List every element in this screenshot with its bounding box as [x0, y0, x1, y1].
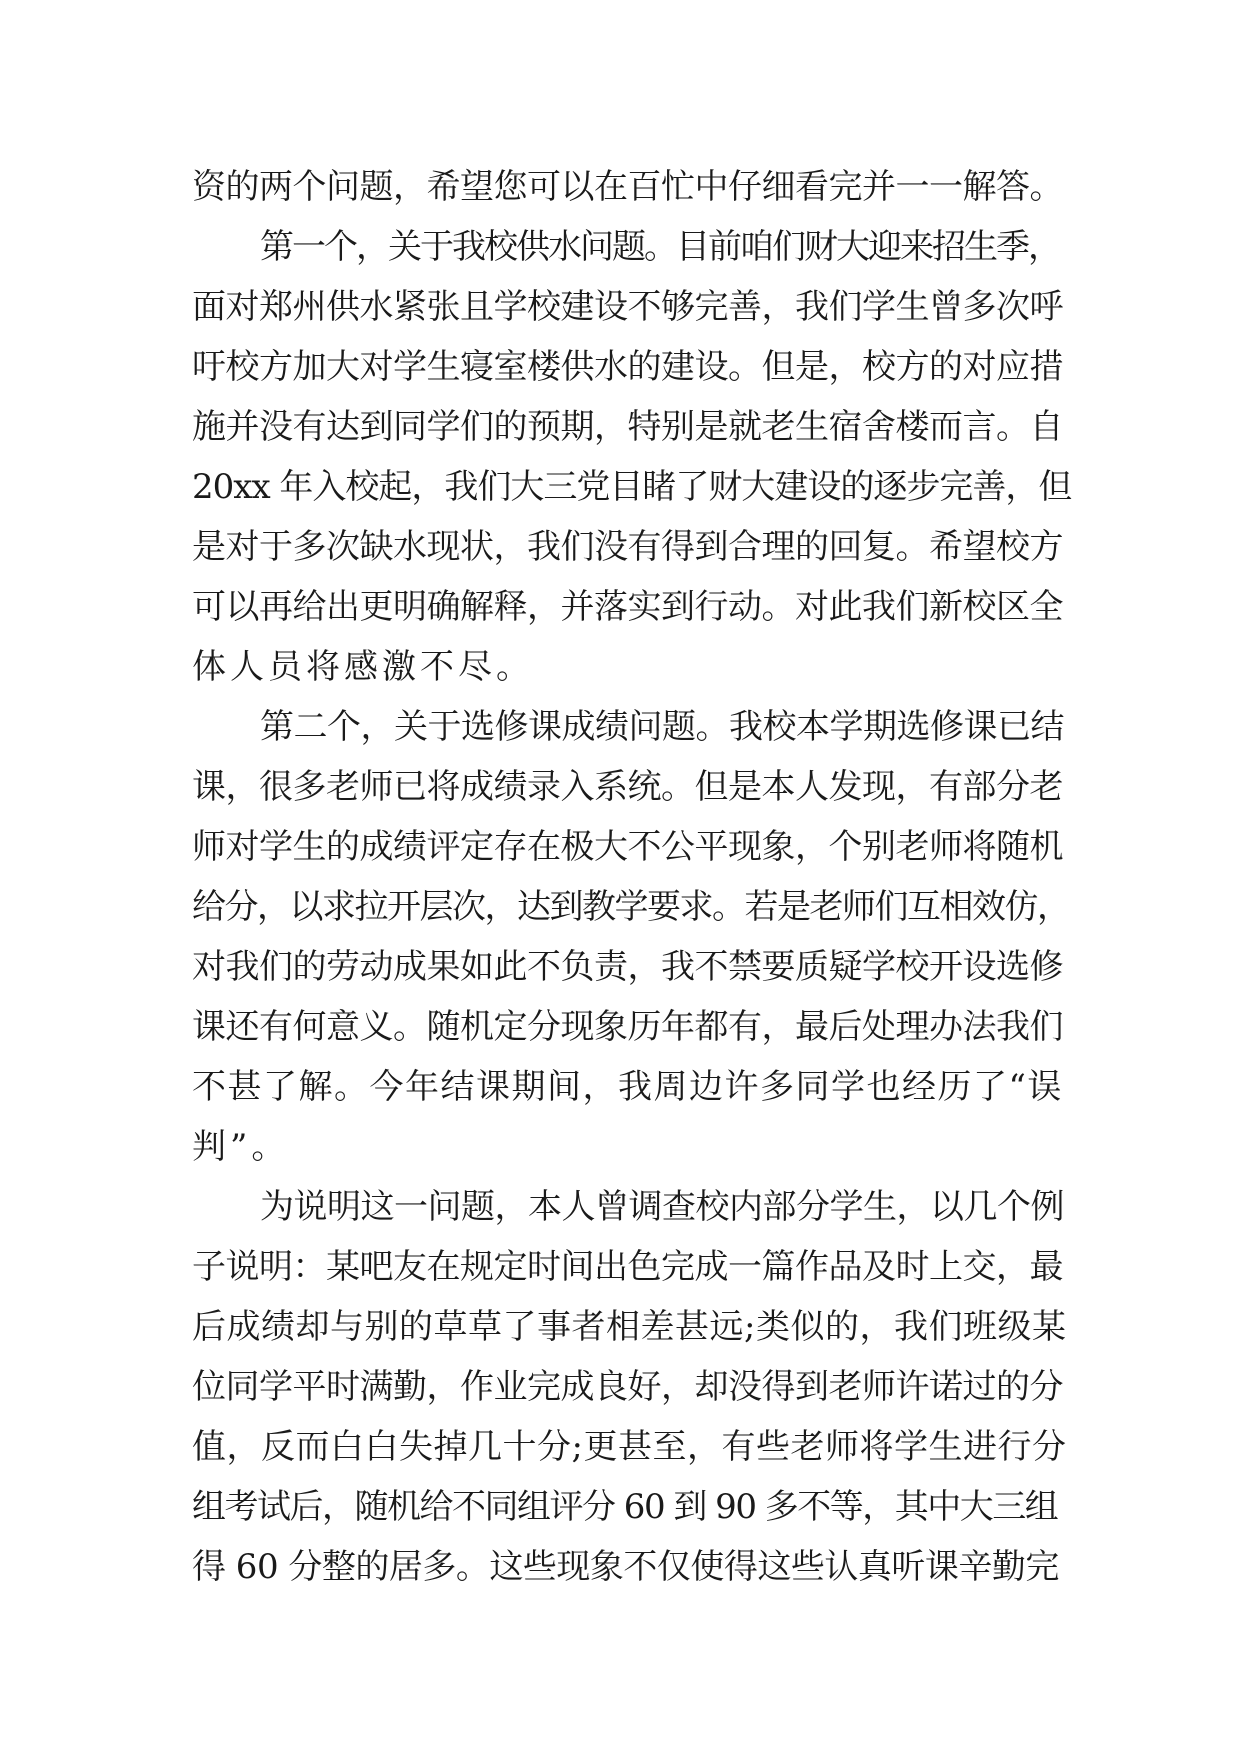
- text-line: 资的两个问题，希望您可以在百忙中仔细看完并一一解答。: [192, 167, 1063, 207]
- text-line: 吁校方加大对学生寝室楼供水的建设。但是，校方的对应措: [192, 347, 1063, 387]
- text-line: 组考试后，随机给不同组评分 60 到 90 多不等，其中大三组: [192, 1487, 1058, 1527]
- text-line: 后成绩却与别的草草了事者相差甚远;类似的，我们班级某: [192, 1307, 1067, 1347]
- text-line: 施并没有达到同学们的预期，特别是就老生宿舍楼而言。自: [192, 407, 1063, 447]
- text-line: 对我们的劳动成果如此不负责，我不禁要质疑学校开设选修: [192, 947, 1063, 987]
- text-line: 为说明这一问题，本人曾调查校内部分学生，以几个例: [260, 1187, 1064, 1227]
- text-line: 体人员将感激不尽。: [192, 647, 534, 687]
- text-line: 可以再给出更明确解释，并落实到行动。对此我们新校区全: [192, 587, 1063, 627]
- text-line: 面对郑州供水紧张且学校建设不够完善，我们学生曾多次呼: [192, 287, 1063, 327]
- text-line: 不甚了解。今年结课期间，我周边许多同学也经历了“误: [192, 1067, 1063, 1107]
- text-line: 得 60 分整的居多。这些现象不仅使得这些认真听课辛勤完: [192, 1547, 1059, 1587]
- text-line: 师对学生的成绩评定存在极大不公平现象，个别老师将随机: [192, 827, 1063, 867]
- text-line: 判”。: [192, 1127, 290, 1167]
- text-line: 第二个，关于选修课成绩问题。我校本学期选修课已结: [260, 707, 1064, 747]
- text-line: 位同学平时满勤，作业完成良好，却没得到老师许诺过的分: [192, 1367, 1063, 1407]
- text-line: 子说明：某吧友在规定时间出色完成一篇作品及时上交，最: [192, 1247, 1063, 1287]
- text-line: 20xx 年入校起，我们大三党目睹了财大建设的逐步完善，但: [192, 467, 1072, 507]
- text-line: 值，反而白白失掉几十分;更甚至，有些老师将学生进行分: [192, 1427, 1067, 1467]
- body-text: [192, 157, 1072, 1597]
- text-line: 第一个，关于我校供水问题。目前咱们财大迎来招生季，: [260, 227, 1060, 267]
- text-line: 给分，以求拉开层次，达到教学要求。若是老师们互相效仿，: [192, 887, 1070, 927]
- text-line: 是对于多次缺水现状，我们没有得到合理的回复。希望校方: [192, 527, 1063, 567]
- text-line: 课还有何意义。随机定分现象历年都有，最后处理办法我们: [192, 1007, 1063, 1047]
- text-line: 课，很多老师已将成绩录入系统。但是本人发现，有部分老: [192, 767, 1063, 807]
